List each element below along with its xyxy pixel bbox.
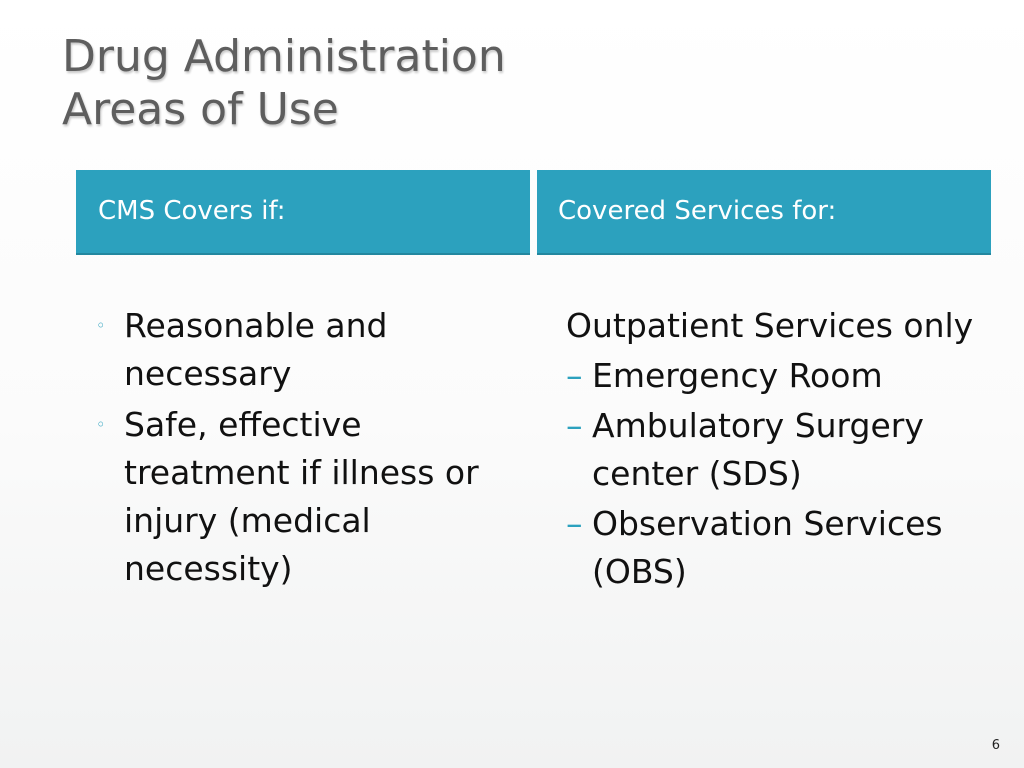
dash-bullet-icon: – [566,356,583,395]
dash-bullet-icon: – [566,406,583,445]
right-list-item [566,352,996,400]
right-list-text: Observation Services (OBS) [592,504,943,591]
left-bullet-item [96,302,516,398]
slide-title-line-2: Areas of Use [62,84,339,135]
right-column-header: Covered Services for: [537,170,991,255]
right-list-text: Emergency Room [592,356,883,395]
right-list-item [566,500,996,596]
right-list-item [566,402,996,498]
right-column-content [566,302,996,598]
page-number: 6 [991,738,1000,753]
hollow-circle-bullet-icon: ◦ [96,415,106,434]
slide-title-line-1: Drug Administration [62,31,506,82]
left-bullet-text: Safe, effective treatment if illness or injury (medical necessity) [124,405,479,588]
right-intro-text: Outpatient Services only [566,306,974,345]
hollow-circle-bullet-icon: ◦ [96,316,106,335]
left-column-content [96,302,516,596]
left-column-header: CMS Covers if: [76,170,530,255]
left-bullet-text: Reasonable and necessary [124,306,388,393]
slide-title [62,30,962,136]
left-bullet-item [96,401,516,593]
dash-bullet-icon: – [566,504,583,543]
right-list-text: Ambulatory Surgery center (SDS) [592,406,924,493]
